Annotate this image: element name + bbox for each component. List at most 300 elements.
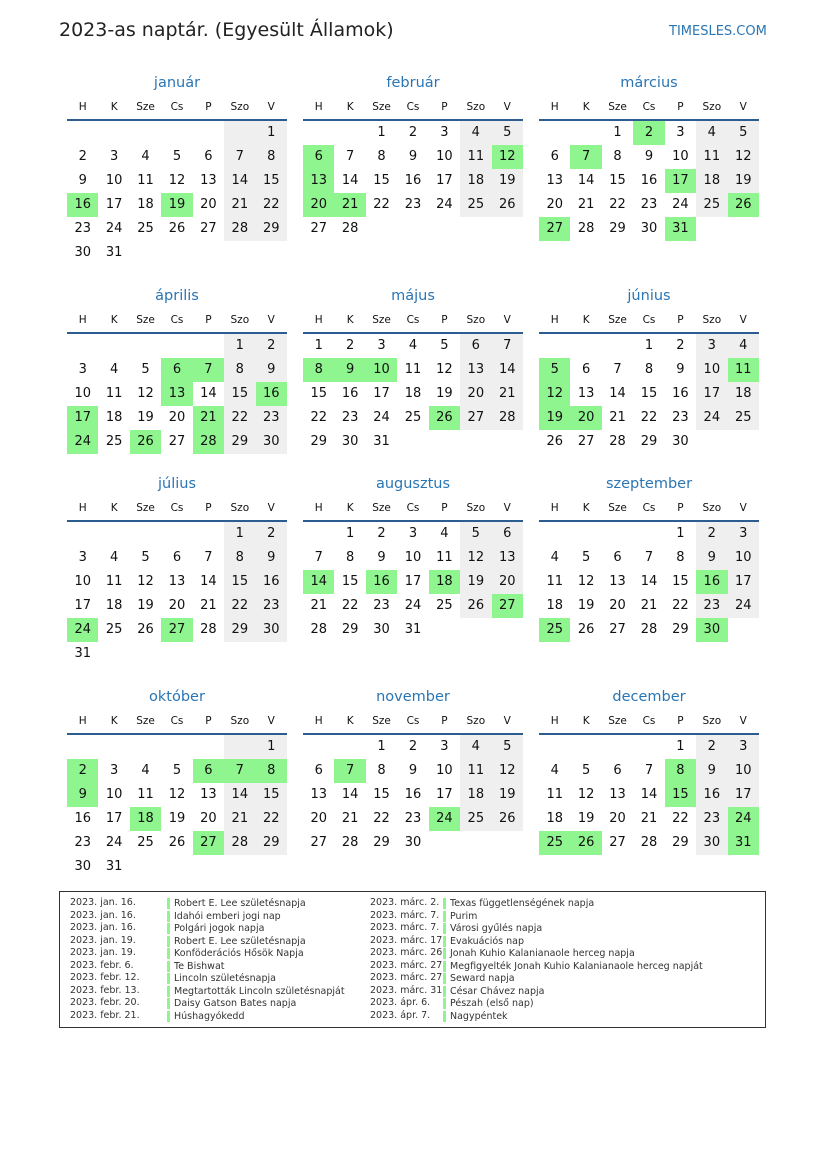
weekday-header: Szo <box>696 308 727 334</box>
weekday-header: Cs <box>633 709 664 735</box>
empty-day-cell <box>602 334 633 358</box>
day-cell: 3 <box>696 334 727 358</box>
weekday-header: H <box>67 95 98 121</box>
day-cell: 27 <box>460 406 491 430</box>
month-november <box>303 685 523 855</box>
weekday-header: K <box>98 95 129 121</box>
holiday-day: 10 <box>366 358 397 382</box>
day-cell: 15 <box>310 386 327 401</box>
weekday-header: Szo <box>460 496 491 522</box>
legend-date: 2023. febr. 20. <box>70 997 140 1008</box>
empty-day-cell <box>303 735 334 759</box>
holiday-day: 9 <box>334 358 365 382</box>
weekday-header: H <box>67 709 98 735</box>
day-cell: 26 <box>168 835 186 850</box>
day-cell: 19 <box>137 598 154 613</box>
day-cell: 6 <box>613 550 622 565</box>
legend-date: 2023. márc. 17. <box>370 934 446 946</box>
day-cell: 22 <box>310 410 327 425</box>
day-cell: 5 <box>440 338 449 353</box>
day-cell: 20 <box>200 811 217 826</box>
day-cell: 2 <box>408 739 418 754</box>
empty-day-cell <box>570 334 601 358</box>
day-cell: 24 <box>105 835 123 850</box>
month-grid <box>303 95 523 241</box>
day-cell: 7 <box>345 149 355 164</box>
weekday-header: Cs <box>161 496 192 522</box>
day-cell: 9 <box>256 358 287 382</box>
day-cell: 6 <box>581 362 591 377</box>
legend-holiday-name: Nagypéntek <box>443 1011 508 1022</box>
empty-day-cell <box>67 334 98 358</box>
weekday-header: H <box>67 496 98 522</box>
day-cell: 26 <box>492 193 523 217</box>
day-cell: 22 <box>256 807 287 831</box>
day-cell: 8 <box>256 145 287 169</box>
month-name: szeptember <box>605 476 693 492</box>
legend-date: 2023. jan. 19. <box>70 947 136 958</box>
day-cell: 10 <box>436 763 453 778</box>
legend-date: 2023. márc. 31. <box>370 984 446 996</box>
day-cell: 9 <box>256 546 287 570</box>
month-grid <box>303 308 523 454</box>
empty-day-cell <box>539 334 570 358</box>
day-cell: 30 <box>404 835 422 850</box>
day-cell: 19 <box>460 570 491 594</box>
day-cell: 29 <box>672 835 689 850</box>
day-cell: 24 <box>696 406 727 430</box>
weekday-header: Szo <box>460 308 491 334</box>
day-cell: 7 <box>613 362 622 377</box>
weekday-header: P <box>665 496 696 522</box>
weekday-header: K <box>570 308 601 334</box>
weekday-header: H <box>303 95 334 121</box>
day-cell: 1 <box>377 739 386 754</box>
weekday-header: P <box>429 709 460 735</box>
day-cell: 30 <box>373 622 390 637</box>
day-cell: 3 <box>440 125 449 140</box>
month-name: május <box>391 288 435 304</box>
day-cell: 19 <box>436 386 453 401</box>
holiday-day: 6 <box>161 358 192 382</box>
holiday-day: 5 <box>539 358 570 382</box>
day-cell: 10 <box>404 550 422 565</box>
month-grid <box>539 95 759 241</box>
weekday-header: K <box>98 308 129 334</box>
day-cell: 14 <box>224 169 255 193</box>
month-grid <box>303 496 523 642</box>
day-cell: 29 <box>373 835 390 850</box>
day-cell: 23 <box>696 594 727 618</box>
day-cell: 23 <box>256 406 287 430</box>
legend-holiday-name: Robert E. Lee születésnapja <box>167 936 306 947</box>
empty-day-cell <box>130 121 161 145</box>
legend-row <box>70 984 345 998</box>
day-cell: 18 <box>546 598 563 613</box>
empty-day-cell <box>256 642 287 666</box>
day-cell: 15 <box>373 787 390 802</box>
holiday-day: 25 <box>539 831 570 855</box>
day-cell: 25 <box>696 193 727 217</box>
day-cell: 25 <box>404 410 422 425</box>
day-cell: 28 <box>200 622 217 637</box>
day-cell: 19 <box>137 410 154 425</box>
legend-date: 2023. márc. 7. <box>370 922 440 933</box>
day-cell: 18 <box>546 811 563 826</box>
empty-day-cell <box>98 522 129 546</box>
weekday-header: Szo <box>224 308 255 334</box>
empty-day-cell <box>67 735 98 759</box>
day-cell: 1 <box>613 125 622 140</box>
month-grid <box>67 709 287 879</box>
day-cell: 29 <box>310 434 327 449</box>
weekday-header: H <box>303 709 334 735</box>
empty-day-cell <box>193 855 224 879</box>
day-cell: 18 <box>696 169 727 193</box>
day-cell: 4 <box>109 362 119 377</box>
day-cell: 21 <box>310 598 327 613</box>
holiday-day: 20 <box>303 193 334 217</box>
day-cell: 28 <box>341 221 359 236</box>
holiday-day: 9 <box>67 783 98 807</box>
day-cell: 30 <box>256 430 287 454</box>
day-cell: 9 <box>696 759 727 783</box>
empty-day-cell <box>130 855 161 879</box>
holiday-day: 27 <box>492 594 523 618</box>
day-cell: 31 <box>105 859 123 874</box>
empty-day-cell <box>602 735 633 759</box>
holiday-day: 7 <box>193 358 224 382</box>
day-cell: 23 <box>74 835 91 850</box>
day-cell: 31 <box>373 434 390 449</box>
empty-day-cell <box>224 241 255 265</box>
month-name: június <box>627 288 671 304</box>
day-cell: 26 <box>168 221 186 236</box>
empty-day-cell <box>460 831 491 855</box>
legend-row <box>370 922 543 935</box>
weekday-header: K <box>570 496 601 522</box>
legend-row <box>370 934 525 948</box>
day-cell: 17 <box>696 382 727 406</box>
day-cell: 1 <box>314 338 323 353</box>
weekday-header: V <box>728 709 759 735</box>
day-cell: 13 <box>310 787 327 802</box>
weekday-header: H <box>539 308 570 334</box>
day-cell: 1 <box>644 338 654 353</box>
day-cell: 22 <box>341 598 359 613</box>
legend-holiday-name: Polgári jogok napja <box>167 923 264 934</box>
legend-holiday-name: Konföderációs Hősök Napja <box>167 948 304 959</box>
day-cell: 29 <box>256 217 287 241</box>
month-name: augusztus <box>375 476 451 492</box>
holiday-day: 11 <box>728 358 759 382</box>
empty-day-cell <box>161 522 192 546</box>
day-cell: 26 <box>492 807 523 831</box>
day-cell: 24 <box>404 598 422 613</box>
day-cell: 11 <box>137 787 154 802</box>
empty-day-cell <box>570 522 601 546</box>
empty-day-cell <box>224 642 255 666</box>
empty-day-cell <box>460 217 491 241</box>
day-cell: 20 <box>310 811 327 826</box>
day-cell: 3 <box>109 149 119 164</box>
day-cell: 25 <box>105 434 123 449</box>
legend-date: 2023. márc. 2. <box>370 897 440 908</box>
day-cell: 20 <box>168 410 186 425</box>
weekday-header: Sze <box>366 308 397 334</box>
empty-day-cell <box>492 831 523 855</box>
legend-holiday-name: Evakuációs nap <box>443 936 524 947</box>
holiday-day: 2 <box>67 759 98 783</box>
day-cell: 10 <box>436 149 453 164</box>
weekday-header: V <box>492 496 523 522</box>
day-cell: 9 <box>377 550 386 565</box>
day-cell: 4 <box>550 763 559 778</box>
day-cell: 26 <box>577 622 595 637</box>
day-cell: 10 <box>74 574 91 589</box>
day-cell: 15 <box>640 386 658 401</box>
weekday-header: Szo <box>460 95 491 121</box>
month-name: július <box>157 476 197 492</box>
day-cell: 28 <box>224 217 255 241</box>
month-name: november <box>376 689 450 705</box>
day-cell: 30 <box>341 434 359 449</box>
day-cell: 5 <box>492 735 523 759</box>
day-cell: 24 <box>373 410 390 425</box>
day-cell: 27 <box>310 835 327 850</box>
day-cell: 11 <box>460 759 491 783</box>
day-cell: 2 <box>345 338 355 353</box>
legend-row <box>70 922 265 935</box>
day-cell: 8 <box>345 550 355 565</box>
day-cell: 19 <box>492 169 523 193</box>
day-cell: 21 <box>492 382 523 406</box>
day-cell: 13 <box>168 574 186 589</box>
month-március <box>539 71 759 241</box>
day-cell: 14 <box>200 574 217 589</box>
empty-day-cell <box>193 522 224 546</box>
day-cell: 17 <box>404 574 422 589</box>
day-cell: 9 <box>644 149 654 164</box>
day-cell: 14 <box>609 386 626 401</box>
legend-row <box>70 997 297 1010</box>
weekday-header: Cs <box>397 95 428 121</box>
day-cell: 20 <box>168 598 186 613</box>
day-cell: 6 <box>613 763 622 778</box>
day-cell: 18 <box>137 197 154 212</box>
empty-day-cell <box>193 121 224 145</box>
month-október <box>67 685 287 879</box>
legend-row <box>370 997 534 1010</box>
empty-day-cell <box>161 241 192 265</box>
day-cell: 8 <box>613 149 622 164</box>
day-cell: 20 <box>460 382 491 406</box>
empty-day-cell <box>224 121 255 145</box>
weekday-header: V <box>728 308 759 334</box>
day-cell: 29 <box>224 430 255 454</box>
weekday-header: H <box>539 709 570 735</box>
month-április <box>67 284 287 454</box>
day-cell: 17 <box>74 598 91 613</box>
day-cell: 28 <box>640 622 658 637</box>
day-cell: 6 <box>314 763 323 778</box>
day-cell: 16 <box>256 570 287 594</box>
weekday-header: Szo <box>460 709 491 735</box>
day-cell: 15 <box>256 169 287 193</box>
month-name: október <box>149 689 205 705</box>
month-grid <box>67 95 287 265</box>
day-cell: 5 <box>460 522 491 546</box>
day-cell: 31 <box>74 646 91 661</box>
month-name: február <box>386 75 440 91</box>
weekday-header: Sze <box>602 95 633 121</box>
day-cell: 5 <box>172 149 182 164</box>
day-cell: 13 <box>460 358 491 382</box>
day-cell: 3 <box>440 739 449 754</box>
empty-day-cell <box>98 334 129 358</box>
day-cell: 19 <box>728 169 759 193</box>
holiday-day: 21 <box>334 193 365 217</box>
legend-holiday-name: Városi gyűlés napja <box>443 923 542 934</box>
day-cell: 6 <box>204 149 213 164</box>
day-cell: 22 <box>256 193 287 217</box>
empty-day-cell <box>98 121 129 145</box>
weekday-header: P <box>193 95 224 121</box>
day-cell: 12 <box>577 787 595 802</box>
day-cell: 29 <box>341 622 359 637</box>
day-cell: 28 <box>640 835 658 850</box>
weekday-header: V <box>492 709 523 735</box>
empty-day-cell <box>256 855 287 879</box>
empty-day-cell <box>224 855 255 879</box>
empty-day-cell <box>570 735 601 759</box>
weekday-header: Cs <box>161 709 192 735</box>
empty-day-cell <box>130 241 161 265</box>
holiday-day: 16 <box>67 193 98 217</box>
day-cell: 29 <box>224 618 255 642</box>
day-cell: 11 <box>696 145 727 169</box>
holiday-day: 24 <box>67 430 98 454</box>
legend-date: 2023. febr. 21. <box>70 1009 140 1021</box>
month-grid <box>67 496 287 666</box>
weekday-header: Cs <box>397 308 428 334</box>
holiday-day: 26 <box>570 831 601 855</box>
day-cell: 6 <box>172 550 182 565</box>
day-cell: 23 <box>256 594 287 618</box>
brand-link[interactable]: TIMESLES.COM <box>669 24 767 39</box>
legend-date: 2023. febr. 12. <box>70 972 140 983</box>
legend-date: 2023. febr. 6. <box>70 959 134 971</box>
day-cell: 18 <box>105 598 123 613</box>
day-cell: 1 <box>676 739 685 754</box>
day-cell: 13 <box>546 173 563 188</box>
weekday-header: P <box>193 308 224 334</box>
day-cell: 27 <box>609 622 626 637</box>
holiday-day: 13 <box>161 382 192 406</box>
month-január <box>67 71 287 265</box>
weekday-header: V <box>728 95 759 121</box>
legend-row <box>70 1009 245 1023</box>
day-cell: 24 <box>728 594 759 618</box>
day-cell: 23 <box>404 197 422 212</box>
day-cell: 5 <box>581 550 591 565</box>
weekday-header: Cs <box>633 308 664 334</box>
empty-day-cell <box>696 217 727 241</box>
empty-day-cell <box>460 618 491 642</box>
legend-date: 2023. ápr. 7. <box>370 1009 431 1021</box>
day-cell: 25 <box>137 835 154 850</box>
holiday-day: 16 <box>696 570 727 594</box>
day-cell: 5 <box>141 550 150 565</box>
empty-day-cell <box>224 735 255 759</box>
day-cell: 10 <box>105 173 123 188</box>
day-cell: 12 <box>137 386 154 401</box>
day-cell: 19 <box>577 811 595 826</box>
day-cell: 17 <box>728 783 759 807</box>
day-cell: 28 <box>341 835 359 850</box>
month-december <box>539 685 759 855</box>
day-cell: 11 <box>105 574 123 589</box>
day-cell: 27 <box>577 434 595 449</box>
weekday-header: P <box>665 95 696 121</box>
day-cell: 17 <box>728 570 759 594</box>
holiday-day: 6 <box>303 145 334 169</box>
day-cell: 4 <box>550 550 559 565</box>
legend-holiday-name: César Chávez napja <box>443 986 544 997</box>
month-name: március <box>620 75 678 91</box>
day-cell: 12 <box>137 574 154 589</box>
day-cell: 10 <box>74 386 91 401</box>
holiday-day: 2 <box>633 121 664 145</box>
legend-holiday-name: Robert E. Lee születésnapja <box>167 898 306 909</box>
day-cell: 29 <box>640 434 658 449</box>
day-cell: 15 <box>224 570 255 594</box>
day-cell: 11 <box>404 362 422 377</box>
weekday-header: Cs <box>633 496 664 522</box>
day-cell: 3 <box>728 522 759 546</box>
day-cell: 18 <box>105 410 123 425</box>
empty-day-cell <box>334 121 365 145</box>
day-cell: 14 <box>640 574 658 589</box>
weekday-header: V <box>256 95 287 121</box>
holiday-day: 31 <box>665 217 696 241</box>
holiday-day: 18 <box>130 807 161 831</box>
day-cell: 4 <box>141 149 150 164</box>
day-cell: 17 <box>105 197 123 212</box>
weekday-header: Szo <box>696 496 727 522</box>
empty-day-cell <box>130 334 161 358</box>
day-cell: 14 <box>640 787 658 802</box>
month-grid <box>67 308 287 454</box>
empty-day-cell <box>397 430 428 454</box>
weekday-header: V <box>256 496 287 522</box>
weekday-header: Szo <box>224 709 255 735</box>
empty-day-cell <box>539 121 570 145</box>
day-cell: 31 <box>404 622 422 637</box>
day-cell: 13 <box>200 787 217 802</box>
legend-row <box>370 897 595 910</box>
day-cell: 22 <box>672 598 689 613</box>
month-február <box>303 71 523 241</box>
day-cell: 14 <box>224 783 255 807</box>
day-cell: 15 <box>256 783 287 807</box>
day-cell: 21 <box>200 598 217 613</box>
day-cell: 11 <box>436 550 453 565</box>
day-cell: 29 <box>609 221 626 236</box>
day-cell: 14 <box>577 173 595 188</box>
holiday-day: 26 <box>429 406 460 430</box>
day-cell: 7 <box>492 334 523 358</box>
